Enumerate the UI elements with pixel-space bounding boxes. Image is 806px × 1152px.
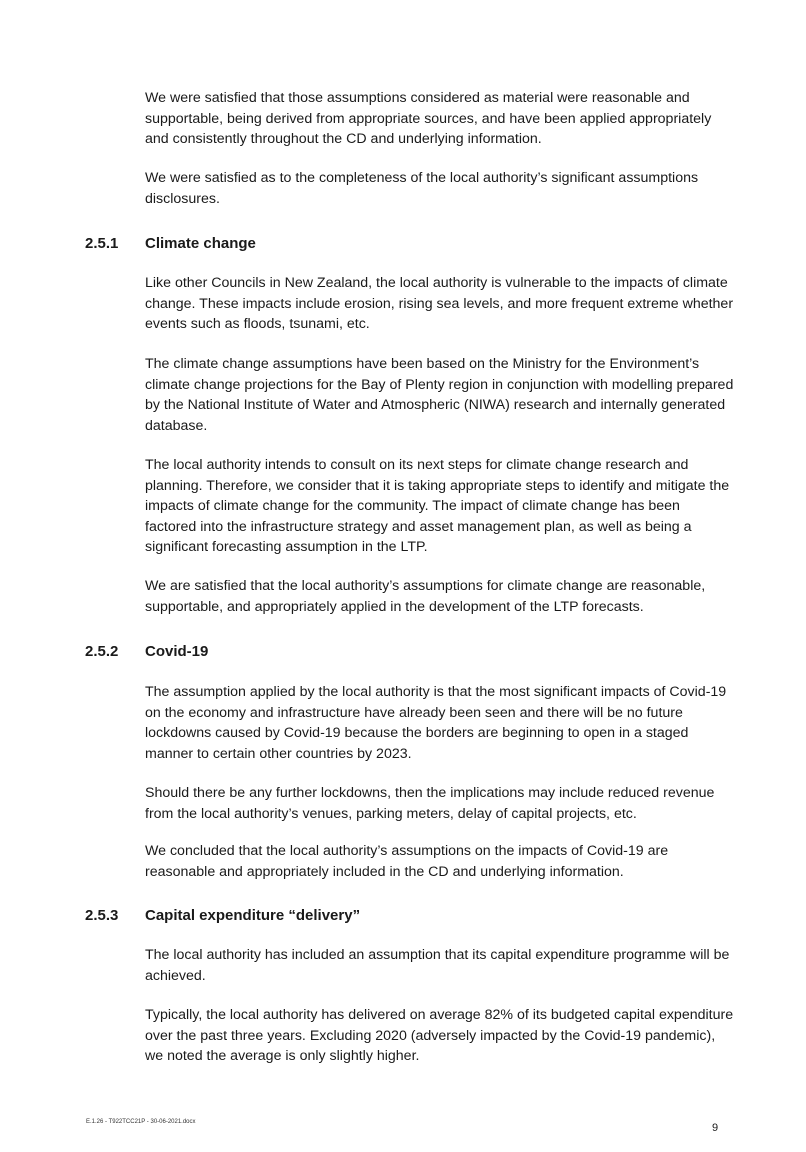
footer-document-reference: E.1.26 - T922TCC21P - 30-06-2021.docx <box>86 1119 196 1125</box>
section-heading: Climate change <box>145 235 256 252</box>
body-paragraph: Like other Councils in New Zealand, the local authority is vulnerable to the impacts of climate change. These impacts include erosion, rising sea levels, and more frequent extreme whether events such as floods, tsunami, etc. <box>145 275 734 332</box>
section-number: 2.5.3 <box>85 907 119 924</box>
body-paragraph: The climate change assumptions have been based on the Ministry for the Environment’s climate change projections for the Bay of Plenty region in conjunction with modelling prepared by the National Institute of Water and Atmospheric (NIWA) research and internally generated database. <box>145 356 734 434</box>
section-heading: Covid-19 <box>145 643 209 660</box>
body-paragraph: We are satisfied that the local authority’s assumptions for climate change are reasonable, supportable, and appropriately applied in the development of the LTP forecasts. <box>145 578 706 615</box>
body-paragraph: The local authority has included an assumption that its capital expenditure programme will be achieved. <box>145 947 730 984</box>
body-paragraph: Typically, the local authority has delivered on average 82% of its budgeted capital expenditure over the past three years. Excluding 2020 (adversely impacted by the Covid-19 pandemic), we noted the average is only slightly higher. <box>145 1007 734 1064</box>
intro-paragraph: We were satisfied that those assumptions considered as material were reasonable and supportable, being derived from appropriate sources, and have been applied appropriately and consistently throughout the CD and underlying information. <box>145 90 712 147</box>
page-number: 9 <box>712 1122 719 1134</box>
body-paragraph: The assumption applied by the local authority is that the most significant impacts of Covid-19 on the economy and infrastructure have already been seen and there will be no future lockdowns caused by Covid-19 because the borders are beginning to open in a staged manner to certain other countries by 2023. <box>145 684 727 762</box>
section-number: 2.5.1 <box>85 235 119 252</box>
body-paragraph: Should there be any further lockdowns, then the implications may include reduced revenue from the local authority’s venues, parking meters, delay of capital projects, etc. <box>145 785 715 822</box>
section-number: 2.5.2 <box>85 643 119 660</box>
body-paragraph: We concluded that the local authority’s assumptions on the impacts of Covid-19 are reasonable and appropriately included in the CD and underlying information. <box>145 843 669 880</box>
intro-paragraph: We were satisfied as to the completeness of the local authority’s significant assumptions disclosures. <box>145 170 699 207</box>
section-heading: Capital expenditure “delivery” <box>145 907 361 924</box>
body-paragraph: The local authority intends to consult on its next steps for climate change research and planning. Therefore, we consider that it is taking appropriate steps to identify and mitigate the impacts of climate change for the community. The impact of climate change has been factored into the infrastructure strategy and asset management plan, as well as being a significant forecasting assumption in the LTP. <box>145 457 730 555</box>
